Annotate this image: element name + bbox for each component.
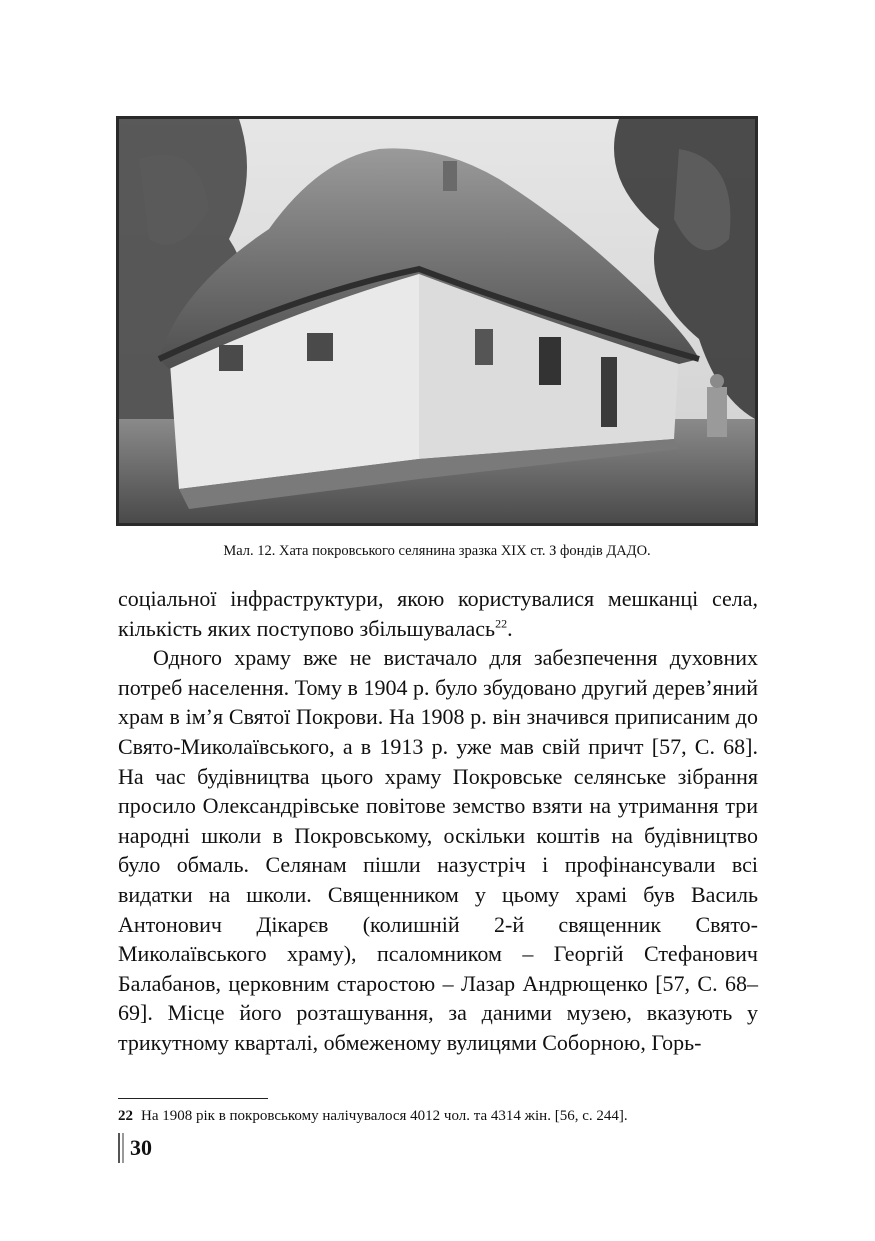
body-text (118, 584, 758, 1058)
paragraph-2: Одного храму вже не вистачало для забезпечення духовних потреб населення. Тому в 1904 р. було збудовано другий дерев’яний храм в ім’я Святої Покрови. На 1908 р. він значився приписаним до Свято-Миколаївського, а в 1913 р. уже мав свій причт [57, С. 68]. На час будівництва цього храму Покровське селянське зібрання просило Олександрівське повітове земство взяти на утримання три народні школи в Покровському, оскільки коштів на будівництво було обмаль. Селянам пішли назустріч і профінансували всі видатки на школи. Священником у цьому храмі був Василь Антонович Дікарєв (колишній 2-й священник Свято-Миколаївського храму), псаломником – Георгій Стефанович Балабанов, церковним старостою – Лазар Андрющенко [57, С. 68–69]. Місце його розташування, за даними музею, вказують у трикутному кварталі, обмеженому вулицями Соборною, Горь- (118, 645, 758, 1055)
page-marker-bar-light (122, 1133, 124, 1163)
house-photo-image (119, 119, 755, 523)
paragraph-1-end: . (507, 615, 513, 641)
page-number-block (118, 1133, 152, 1163)
footnote (118, 1106, 758, 1126)
figure-photo (116, 116, 758, 526)
footnote-separator (118, 1098, 268, 1099)
figure-caption: Мал. 12. Хата покровського селянина зразка XIX ст. З фондів ДАДО. (223, 543, 651, 559)
paragraph-1-text: соціальної інфраструктури, якою користувалися мешканці села, кількість яких поступово збільшувалась (118, 586, 758, 641)
paragraph-1 (118, 584, 758, 643)
page-marker-bar (118, 1133, 120, 1163)
footnote-number: 22 (118, 1108, 133, 1124)
footnote-text: На 1908 рік в покровському налічувалося 4012 чол. та 4314 жін. [56, с. 244]. (141, 1108, 628, 1124)
page-number: 30 (130, 1135, 152, 1160)
footnote-ref: 22 (495, 616, 508, 631)
